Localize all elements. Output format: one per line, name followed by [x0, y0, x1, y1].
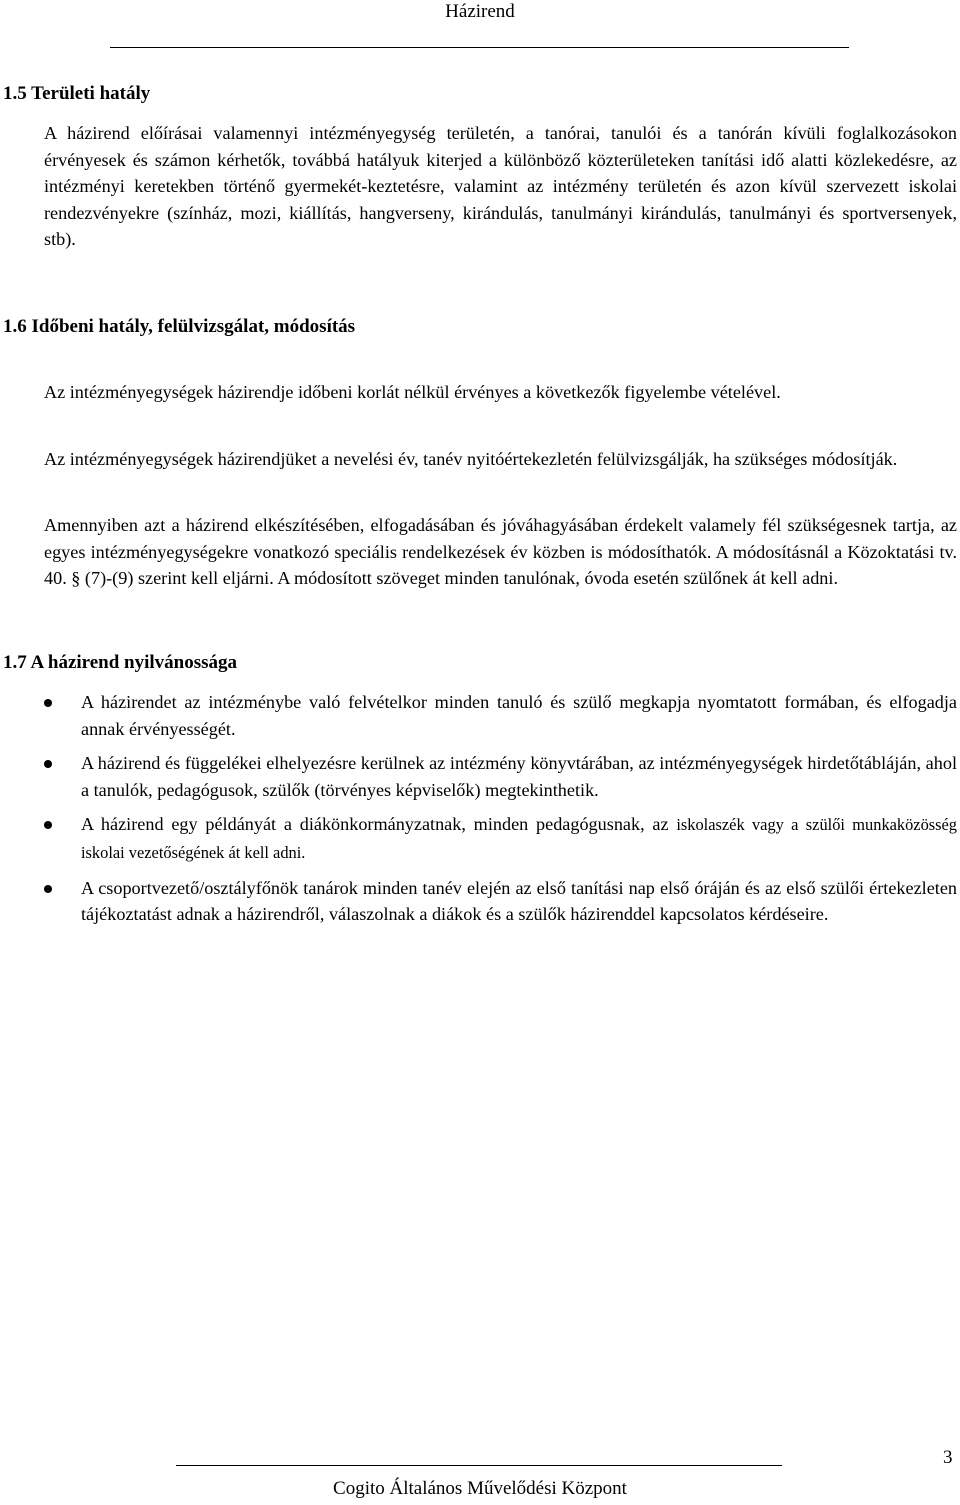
list-item: [44, 689, 957, 742]
bullet-text: A házirend egy példányát a diákönkormányzatnak, minden pedagógusnak, az: [81, 814, 677, 835]
bullet-text: A csoportvezető/osztályfőnök tanárok minden tanév elején az első tanítási nap első óráján és az első szülői értekezleten tájékoztatást adnak a házirendről, válaszolnak a diákok és a szülők házirenddel kapcsolatos kérdéseire.: [81, 877, 957, 925]
footer-rule: [176, 1465, 782, 1466]
temporal-scope-paragraph-2: Az intézményegységek házirendjüket a nevelési év, tanév nyitóértekezletén felülvizsgálják, ha szükséges módosítják.: [44, 449, 898, 469]
bullet-text: A házirendet az intézménybe való felvételkor minden tanuló és szülő megkapja nyomtatott formában, és elfogadja annak érvényességét.: [81, 692, 957, 739]
section-heading-1-5: 1.5 Területi hatály: [3, 83, 151, 104]
section-heading-1-6: 1.6 Időbeni hatály, felülvizsgálat, módosítás: [3, 316, 356, 337]
temporal-scope-paragraph-3: Amennyiben azt a házirend elkészítésében, elfogadásában és jóváhagyásában érdekelt valamely fél szükségesnek tartja, az egyes intézményegységekre vonatkozó speciális rendelkezések év közben is módosíthatók. A módosításnál a Közoktatási tv. 40. § (7)-(9) szerint kell eljárni. A módosított szöveget minden tanulónak, óvoda esetén szülőnek át kell adni.: [44, 515, 957, 589]
bullet-icon: [44, 699, 52, 707]
temporal-scope-paragraph-1: Az intézményegységek házirendje időbeni korlát nélkül érvényes a következők figyelembe vételével.: [44, 382, 781, 402]
bullet-icon: [44, 760, 52, 768]
list-item: [44, 875, 957, 928]
list-item: [44, 750, 957, 803]
territorial-scope-paragraph: A házirend előírásai valamennyi intézményegység területén, a tanórai, tanulói és a tanórán kívüli foglalkozásokon érvényesek és számon kérhetők, továbbá hatályuk kiterjed a különböző közterületeken tanítási idő alatti közlekedésre, az intézményi keretekben történő gyermekét-keztetésre, valamint az intézmény területén és azon kívül szervezett iskolai rendezvényekre (színház, mozi, kiállítás, hangverseny, kirándulás, tanulmányi kirándulás, tanulmányi és sportversenyek, stb).: [44, 123, 957, 250]
footer-institution: Cogito Általános Művelődési Központ: [333, 1478, 627, 1499]
bullet-text-small: iskolaszék vagy a szülői munkaközösség iskolai vezetőségének át kell adni.: [81, 815, 957, 862]
page-number: 3: [943, 1447, 953, 1468]
bullet-icon: [44, 821, 52, 829]
bullet-icon: [44, 885, 52, 893]
page-header: Házirend: [445, 1, 515, 22]
header-rule: [110, 47, 849, 48]
bullet-text: A házirend és függelékei elhelyezésre kerülnek az intézmény könyvtárában, az intézményegységek hirdetőtábláján, ahol a tanulók, pedagógusok, szülők (törvényes képviselők) megtekinthetik.: [81, 753, 957, 800]
section-heading-1-7: 1.7 A házirend nyilvánossága: [3, 652, 238, 673]
list-item: [44, 811, 957, 866]
publicity-bullet-list: [44, 689, 957, 936]
